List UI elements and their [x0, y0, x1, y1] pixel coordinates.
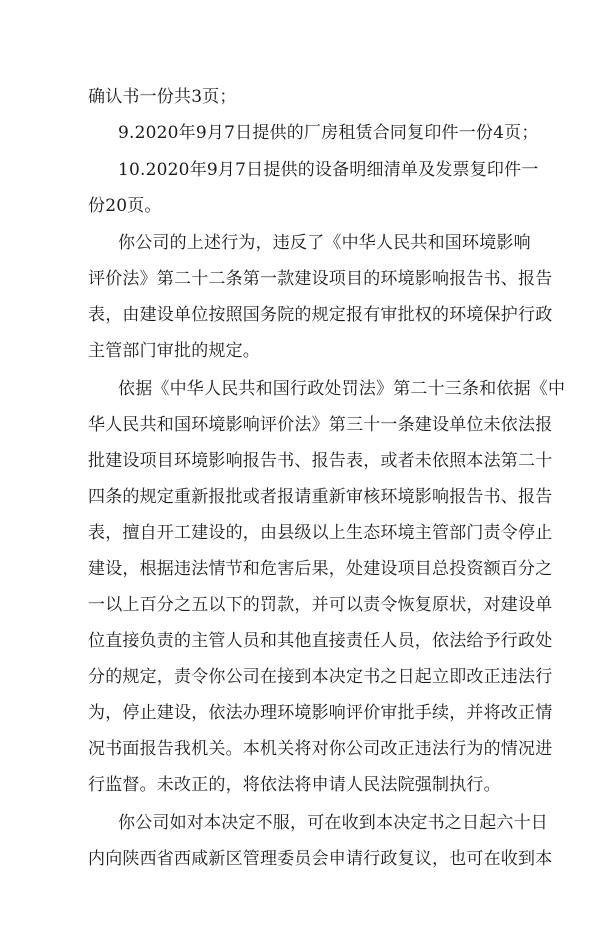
text-line: 表，由建设单位按照国务院的规定报有审批权的环境保护行政 [88, 305, 553, 325]
text-line: 你公司如对本决定不服，可在收到本决定书之日起六十日 [118, 813, 548, 833]
text-line: 9.2020年9月7日提供的厂房租赁合同复印件一份4页； [118, 123, 539, 143]
text-line: 位直接负责的主管人员和其他直接责任人员，依法给予行政处 [88, 631, 553, 651]
text-line: 表，擅自开工建设的，由县级以上生态环境主管部门责令停止 [88, 523, 553, 543]
text-line: 行监督。未改正的，将依法将申请人民法院强制执行。 [88, 775, 501, 795]
text-line: 份20页。 [88, 196, 162, 216]
text-line: 建设，根据违法情节和危害后果，处建设项目总投资额百分之 [88, 559, 553, 579]
text-line: 况书面报告我机关。本机关将对你公司改正违法行为的情况进 [88, 739, 553, 759]
text-line: 批建设项目环境影响报告书、报告表，或者未依照本法第二十 [88, 451, 553, 471]
text-line: 四条的规定重新报批或者报请重新审核环境影响报告书、报告 [88, 487, 553, 507]
text-line: 一以上百分之五以下的罚款，并可以责令恢复原状，对建设单 [88, 595, 553, 615]
text-line: 华人民共和国环境影响评价法》第三十一条建设单位未依法报 [88, 415, 553, 435]
text-line: 确认书一份共3页； [88, 87, 237, 107]
text-line: 你公司的上述行为，违反了《中华人民共和国环境影响 [118, 233, 531, 253]
text-line: 内向陕西省西咸新区管理委员会申请行政复议，也可在收到本 [88, 849, 553, 869]
text-line: 分的规定，责令你公司在接到本决定书之日起立即改正违法行 [88, 667, 553, 687]
text-line: 10.2020年9月7日提供的设备明细清单及发票复印件一 [118, 160, 539, 180]
text-line: 评价法》第二十二条第一款建设项目的环境影响报告书、报告 [88, 269, 553, 289]
text-line: 主管部门审批的规定。 [88, 341, 260, 361]
text-line: 依据《中华人民共和国行政处罚法》第二十三条和依据《中 [118, 379, 566, 399]
text-line: 为，停止建设，依法办理环境影响评价审批手续，并将改正情 [88, 703, 553, 723]
